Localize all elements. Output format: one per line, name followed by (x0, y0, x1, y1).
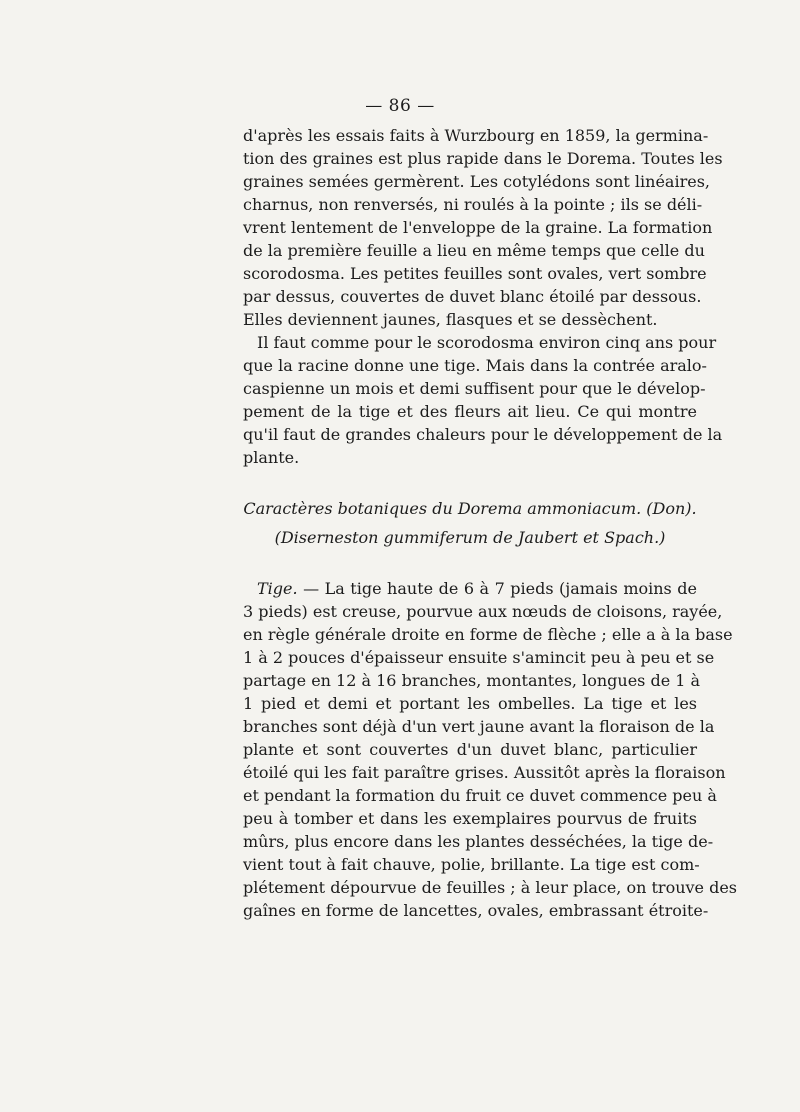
text-line: vient tout à fait chauve, polie, brillante. La tige est com- (243, 855, 700, 874)
text-line: étoilé qui les fait paraître grises. Aussitôt après la floraison (243, 763, 726, 782)
text-line: charnus, non renversés, ni roulés à la pointe ; ils se déli- (243, 195, 703, 214)
text-line: graines semées germèrent. Les cotylédons sont linéaires, (243, 172, 710, 191)
text-run: — La tige haute de 6 à 7 pieds (jamais moins de (297, 579, 697, 598)
text-line: scorodosma. Les petites feuilles sont ovales, vert sombre (243, 264, 707, 283)
text-line: Il faut comme pour le scorodosma environ cinq ans pour (257, 333, 717, 352)
text-line: qu'il faut de grandes chaleurs pour le développement de la (243, 425, 723, 444)
text-line: par dessus, couvertes de duvet blanc étoilé par dessous. (243, 287, 702, 306)
text-line: de la première feuille a lieu en même temps que celle du (243, 241, 705, 260)
text-line: mûrs, plus encore dans les plantes desséchées, la tige de- (243, 832, 714, 851)
text-line: partage en 12 à 16 branches, montantes, longues de 1 à (243, 671, 701, 690)
page-number: — 86 — (365, 96, 435, 116)
section-heading: Caractères botaniques du Dorema ammoniacum. (Don). (243, 499, 697, 518)
text-line: plétement dépourvue de feuilles ; à leur place, on trouve des (243, 878, 738, 897)
text-line: gaînes en forme de lancettes, ovales, embrassant étroite- (243, 901, 709, 920)
text-line: peu à tomber et dans les exemplaires pourvus de fruits (243, 809, 697, 828)
text-line: que la racine donne une tige. Mais dans la contrée aralo- (243, 356, 707, 375)
text-line (243, 577, 697, 600)
text-line: Elles deviennent jaunes, flasques et se dessèchent. (243, 310, 658, 329)
text-line: branches sont déjà d'un vert jaune avant la floraison de la (243, 717, 715, 736)
text-line: vrent lentement de l'enveloppe de la graine. La formation (243, 218, 713, 237)
text-line: en règle générale droite en forme de flèche ; elle a à la base (243, 625, 733, 644)
run-in-label: Tige. (257, 579, 298, 598)
body-text-lower (243, 577, 738, 922)
text-line: et pendant la formation du fruit ce duvet commence peu à (243, 786, 717, 805)
text-line: plante. (243, 448, 300, 467)
text-line: 3 pieds) est creuse, pourvue aux nœuds de cloisons, rayée, (243, 602, 723, 621)
text-line: 1 à 2 pouces d'épaisseur ensuite s'amincit peu à peu et se (243, 648, 715, 667)
text-line: tion des graines est plus rapide dans le Dorema. Toutes les (243, 149, 723, 168)
text-line: caspienne un mois et demi suffisent pour que le dévelop- (243, 379, 706, 398)
text-line: plante et sont couvertes d'un duvet blanc, particulier (243, 740, 697, 759)
section-subheading: (Diserneston gummiferum de Jaubert et Spach.) (274, 528, 666, 547)
text-line: 1 pied et demi et portant les ombelles. La tige et les (243, 694, 697, 713)
body-text-upper (243, 124, 723, 469)
text-line: pement de la tige et des fleurs ait lieu. Ce qui montre (243, 402, 697, 421)
text-line: d'après les essais faits à Wurzbourg en 1859, la germina- (243, 126, 709, 145)
